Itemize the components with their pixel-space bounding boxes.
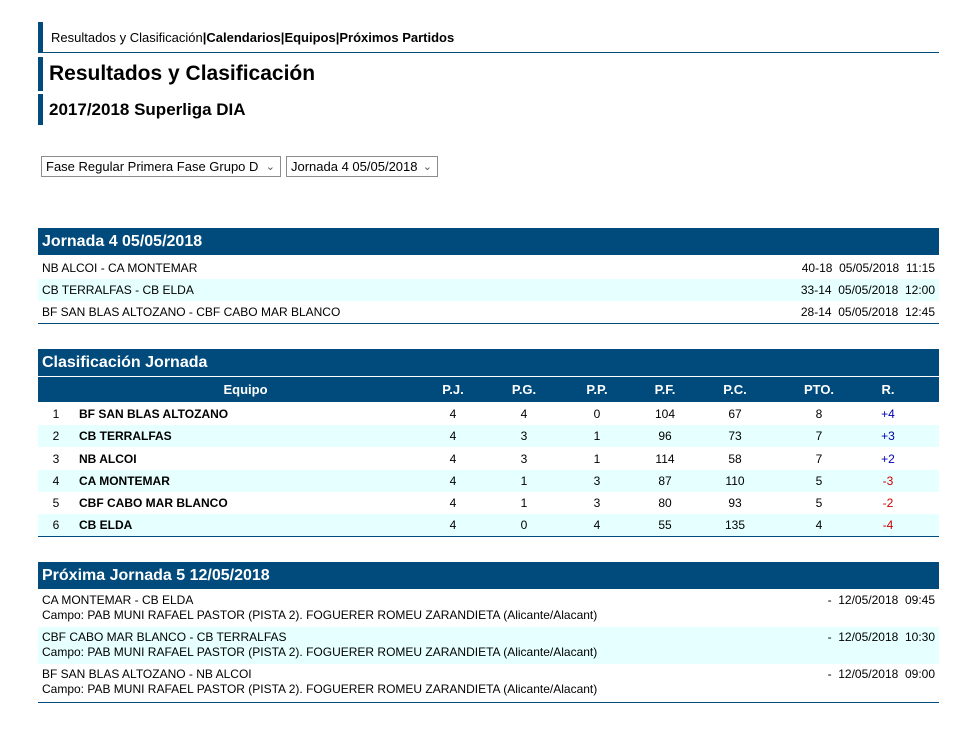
cell-pos: 6 <box>52 518 60 532</box>
cell-pj: 4 <box>449 496 457 510</box>
table-row <box>38 514 939 536</box>
cell-pp: 1 <box>593 452 601 466</box>
next-match-teams: CA MONTEMAR - CB ELDA <box>42 593 194 607</box>
cell-team: CBF CABO MAR BLANCO <box>79 496 228 510</box>
cell-pto: 5 <box>815 474 823 488</box>
header-pto: PTO. <box>803 382 835 397</box>
next-match-time: 09:00 <box>904 667 935 681</box>
list-item <box>38 627 939 664</box>
next-match-score: - <box>827 593 832 607</box>
match-info <box>801 279 935 301</box>
cell-pos: 2 <box>52 429 60 443</box>
divider <box>38 323 939 324</box>
chevron-down-icon: ⌄ <box>265 161 275 173</box>
header-pf: P.F. <box>654 382 676 397</box>
match-teams: BF SAN BLAS ALTOZANO - CBF CABO MAR BLANCO <box>42 305 341 319</box>
cell-team: CB ELDA <box>79 518 133 532</box>
next-match-time: 09:45 <box>904 593 935 607</box>
cell-pc: 58 <box>728 452 742 466</box>
match-score: 40-18 <box>801 261 833 275</box>
cell-pos: 3 <box>52 452 60 466</box>
cell-pf: 104 <box>654 407 676 421</box>
next-match-venue: Campo: PAB MUNI RAFAEL PASTOR (PISTA 2). FOGUERER ROMEU ZARANDIETA (Alicante/Alacant) <box>42 645 598 659</box>
cell-pf: 96 <box>658 429 672 443</box>
cell-r: +3 <box>881 429 895 443</box>
cell-r: -4 <box>882 518 894 532</box>
cell-team: BF SAN BLAS ALTOZANO <box>79 407 229 421</box>
match-score: 33-14 <box>800 283 832 297</box>
cell-pto: 5 <box>815 496 823 510</box>
cell-pto: 8 <box>815 407 823 421</box>
cell-pf: 80 <box>658 496 672 510</box>
nav-link-proximos-partidos[interactable]: Próximos Partidos <box>339 30 455 45</box>
next-round-title: Próxima Jornada 5 12/05/2018 <box>38 562 939 589</box>
match-time: 12:00 <box>904 283 935 297</box>
cell-r: -2 <box>882 496 894 510</box>
cell-r: +4 <box>881 407 895 421</box>
cell-pc: 73 <box>728 429 742 443</box>
nav-link-equipos[interactable]: Equipos <box>284 30 336 45</box>
table-row <box>38 492 939 514</box>
header-pg: P.G. <box>511 382 537 397</box>
match-date: 05/05/2018 <box>839 261 900 275</box>
table-row <box>38 403 939 425</box>
cell-pos: 4 <box>52 474 60 488</box>
next-match-score: - <box>827 630 832 644</box>
next-match-info <box>828 630 935 645</box>
next-match-venue: Campo: PAB MUNI RAFAEL PASTOR (PISTA 2). FOGUERER ROMEU ZARANDIETA (Alicante/Alacant) <box>42 682 598 696</box>
cell-r: -3 <box>882 474 894 488</box>
divider <box>38 702 939 703</box>
header-pj: P.J. <box>442 382 464 397</box>
match-info <box>801 301 935 323</box>
cell-pg: 4 <box>520 407 528 421</box>
cell-pf: 114 <box>655 452 675 466</box>
cell-pto: 7 <box>815 452 823 466</box>
round-select[interactable] <box>286 156 438 177</box>
cell-pp: 4 <box>593 518 601 532</box>
match-row <box>38 301 939 323</box>
table-row <box>38 425 939 447</box>
cell-pj: 4 <box>449 474 457 488</box>
cell-pg: 3 <box>520 429 528 443</box>
match-info <box>802 257 935 279</box>
next-match-date: 12/05/2018 <box>838 593 899 607</box>
divider <box>38 536 939 537</box>
list-item <box>38 664 939 701</box>
match-time: 11:15 <box>905 261 935 275</box>
next-match-teams: CBF CABO MAR BLANCO - CB TERRALFAS <box>42 630 287 644</box>
cell-pg: 0 <box>520 518 528 532</box>
cell-team: CB TERRALFAS <box>79 429 172 443</box>
cell-pp: 0 <box>593 407 601 421</box>
cell-pf: 87 <box>658 474 672 488</box>
cell-team: NB ALCOI <box>79 452 137 466</box>
cell-pj: 4 <box>449 429 457 443</box>
header-r: R. <box>881 382 895 397</box>
cell-pto: 4 <box>815 518 823 532</box>
results-title: Jornada 4 05/05/2018 <box>38 228 939 255</box>
match-date: 05/05/2018 <box>838 283 899 297</box>
cell-pj: 4 <box>449 452 457 466</box>
chevron-down-icon: ⌄ <box>422 161 432 173</box>
match-row <box>38 257 939 279</box>
header-pc: P.C. <box>723 382 747 397</box>
cell-pg: 1 <box>520 496 528 510</box>
nav-link-calendarios[interactable]: Calendarios <box>206 30 281 45</box>
cell-pj: 4 <box>449 407 457 421</box>
cell-pp: 1 <box>593 429 601 443</box>
match-teams: CB TERRALFAS - CB ELDA <box>42 283 194 297</box>
phase-select-value: Fase Regular Primera Fase Grupo D <box>46 159 259 174</box>
header-team: Equipo <box>223 382 268 397</box>
cell-team: CA MONTEMAR <box>79 474 170 488</box>
next-match-venue: Campo: PAB MUNI RAFAEL PASTOR (PISTA 2). FOGUERER ROMEU ZARANDIETA (Alicante/Alacant) <box>42 608 598 622</box>
cell-pto: 7 <box>815 429 823 443</box>
round-select-value: Jornada 4 05/05/2018 <box>291 159 418 174</box>
cell-pc: 93 <box>728 496 742 510</box>
cell-pc: 135 <box>724 518 746 532</box>
standings-header <box>38 377 939 402</box>
table-row <box>38 470 939 492</box>
cell-r: +2 <box>881 452 895 466</box>
top-nav <box>38 22 939 53</box>
nav-separator: | <box>335 30 340 45</box>
match-date: 05/05/2018 <box>838 305 899 319</box>
next-match-info <box>828 667 935 682</box>
next-match-date: 12/05/2018 <box>838 667 899 681</box>
next-match-date: 12/05/2018 <box>838 630 899 644</box>
list-item <box>38 590 939 627</box>
cell-pg: 1 <box>520 474 528 488</box>
competition-title: 2017/2018 Superliga DIA <box>38 94 246 125</box>
match-teams: NB ALCOI - CA MONTEMAR <box>42 261 198 275</box>
cell-pf: 55 <box>658 518 672 532</box>
cell-pj: 4 <box>449 518 457 532</box>
page-title: Resultados y Clasificación <box>38 57 315 91</box>
cell-pg: 3 <box>520 452 528 466</box>
nav-current: Resultados y Clasificación <box>51 30 203 45</box>
standings-title: Clasificación Jornada <box>38 349 939 376</box>
cell-pos: 1 <box>52 407 60 421</box>
header-pp: P.P. <box>586 382 608 397</box>
next-match-teams: BF SAN BLAS ALTOZANO - NB ALCOI <box>42 667 252 681</box>
cell-pp: 3 <box>593 474 601 488</box>
nav-separator: | <box>202 30 207 45</box>
cell-pp: 3 <box>593 496 601 510</box>
next-match-time: 10:30 <box>904 630 935 644</box>
match-score: 28-14 <box>800 305 832 319</box>
cell-pc: 67 <box>728 407 742 421</box>
match-time: 12:45 <box>904 305 935 319</box>
next-match-score: - <box>827 667 832 681</box>
table-row <box>38 448 939 470</box>
cell-pos: 5 <box>52 496 60 510</box>
match-row <box>38 279 939 301</box>
next-match-info <box>828 593 935 608</box>
phase-select[interactable] <box>41 156 281 177</box>
nav-separator: | <box>280 30 285 45</box>
cell-pc: 110 <box>725 474 745 488</box>
